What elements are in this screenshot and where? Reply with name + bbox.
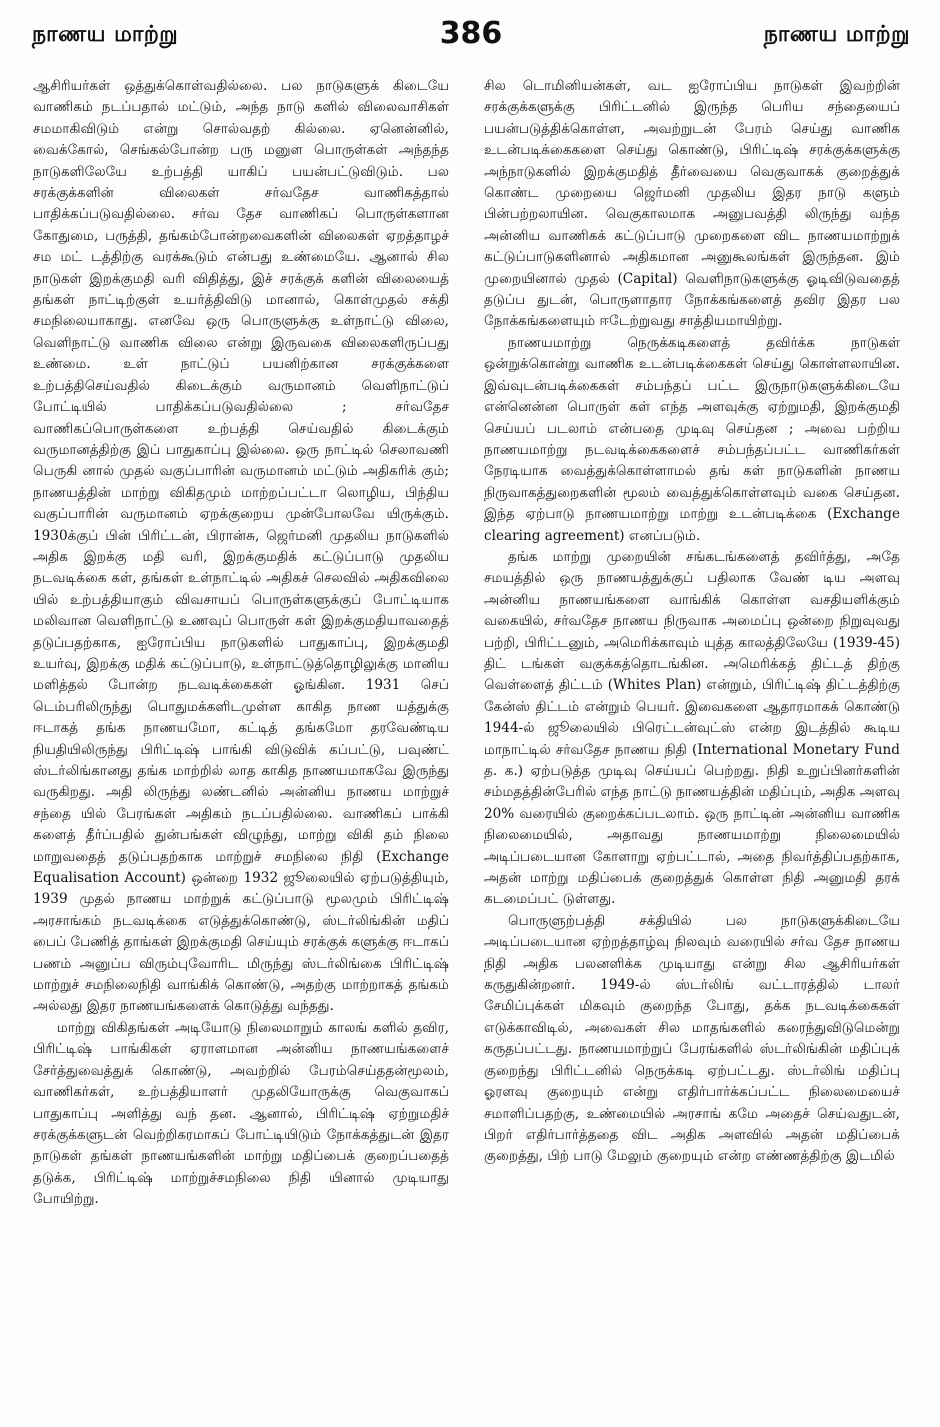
right-paragraph-2: நாணயமாற்று நெருக்கடிகளைத் தவிர்க்க நாடுகள் ஒன்றுக்கொன்று வாணிக உடன்படிக்கைகள் செய்து கொள்ளலாயின. இவ்வுடன்படிக்கைகள் சம்பந்தப் பட்ட இருநாடுகளுக்கிடையே என்னென்ன பொருள் கள் எந்த அளவுக்கு ஏற்றுமதி, இறக்குமதி செய்யப் படலாம் என்பதை முடிவு செய்தன ; அவை பற்றிய நாணயமாற்று நடவடிக்கைகளைச் சம்பந்தப்பட்ட வாணிகர்கள் நேரடியாக வைத்துக்கொள்ளாமல் தங் கள் நாடுகளின் நாணய நிருவாகத்துறைகளின் மூலம் வைத்துக்கொள்ளவும் வகை செய்தன. இந்த ஏற்பாடு நாணயமாற்று மாற்று உடன்படிக்கை (Exchange clearing agreement) எனப்படும்.	[484, 334, 900, 544]
right-column	[484, 76, 900, 1406]
right-paragraph-1: சில டொமினியன்கள், வட ஐரோப்பிய நாடுகள் இவற்றின் சரக்குக்களுக்கு பிரிட்டனில் இருந்த பெரிய சந்தையைப் பயன்படுத்திக்கொள்ள, அவற்றுடன் பேரம் செய்து வாணிக உடன்படிக்கைகளை செய்து கொண்டு, பிரிட்டிஷ் சரக்குக்களுக்கு அந்நாடுகளில் இறக்குமதித் தீர்வையை வெகுவாகக் குறைத்துக் கொண்ட முறையை ஜெர்மனி முதலிய இதர நாடு களும் பின்பற்றலாயின. வெகுகாலமாக அனுபவத்தி லிருந்து வந்த அன்னிய வாணிகக் கட்டுப்பாடு முறைகளை விட நாணயமாற்றுக் கட்டுப்பாடுகளினால் அதிகமான அனுகூலங்கள் இருந்தன. இம் முறையினால் முதல் (Capital) வெளிநாடுகளுக்கு ஓடிவிடுவதைத் தடுப்ப துடன், பொருளாதார நோக்கங்களைத் தவிர இதர பல நோக்கங்களையும் ஈடேற்றுவது சாத்தியமாயிற்று.	[484, 78, 900, 330]
running-title-right: நாணய மாற்று	[763, 22, 910, 47]
page-number: 386	[439, 16, 503, 51]
page-header	[32, 16, 910, 58]
left-column	[33, 76, 449, 1406]
left-paragraph-1: ஆசிரியர்கள் ஒத்துக்கொள்வதில்லை. பல நாடுகளுக் கிடையே வாணிகம் நடப்பதால் மட்டும், அந்த நாடு களில் விலைவாசிகள் சமமாகிவிடும் என்று சொல்வதற் கில்லை. ஏனென்னில், வைக்கோல், செங்கல்போன்ற பரு மனுள பொருள்கள் அந்தந்த நாடுகளிலேயே உற்பத்தி யாகிப் பயன்பட்டுவிடும். பல சரக்குக்களின் விலைகள் சர்வதேச வாணிகத்தால் பாதிக்கப்படுவதில்லை. சர்வ தேச வாணிகப் பொருள்களான கோதுமை, பருத்தி, தங்கம்போன்றவைகளின் விலைகள் ஏறத்தாழச் சம மட் டத்திற்கு வரக்கூடும் என்பது உண்மையே. ஆனால் சில நாடுகள் இறக்குமதி வரி விதித்து, இச் சரக்குக் களின் விலையைத் தங்கள் நாட்டிற்குள் உயர்த்திவிடு மானால், கொள்முதல் சக்தி சமநிலையாகாது. எனவே ஒரு பொருளுக்கு உள்நாட்டு விலை, வெளிநாட்டு வாணிக விலை என்று இருவகை விலைகளிருப்பது உண்மை. உள் நாட்டுப் பயனிற்கான சரக்குக்களை உற்பத்திசெய்வதில் கிடைக்கும் வருமானம் வெளிநாட்டுப் போட்டியில் பாதிக்கப்படுவதில்லை ; சர்வதேச வாணிகப்பொருள்களை உற்பத்தி செய்வதில் கிடைக்கும் வருமானத்திற்கு இப் பாதுகாப்பு இல்லை. ஒரு நாட்டில் செலாவணி பெருகி னால் முதல் வகுப்பாரின் வருமானம் மட்டும் அதிகரிக் கும்; நாணயத்தின் மாற்று விகிதமும் மாற்றப்பட்டா லொழிய, பிந்திய வகுப்பாரின் வருமானம் ஏறக்குறைய முன்போலவே யிருக்கும். 1930க்குப் பின் பிரிட்டன், பிரான்சு, ஜெர்மனி முதலிய நாடுகளில் அதிக இறக்கு மதி வரி, இறக்குமதிக் கட்டுப்பாடு முதலிய நடவடிக்கை கள், தங்கள் உள்நாட்டில் அதிகச் செலவில் அதிகவிலை யில் உற்பத்தியாகும் விவசாயப் பொருள்களுக்குப் போட்டியாக மலிவான வெளிநாட்டு உணவுப் பொருள் கள் இறக்குமதியாவதைத் தடுப்பதற்காக, ஐரோப்பிய நாடுகளில் பாதுகாப்பு, இறக்குமதி உயர்வு, இறக்கு மதிக் கட்டுப்பாடு, உள்நாட்டுத்தொழிலுக்கு மானிய மளித்தல் போன்ற நடவடிக்கைகள் ஓங்கின. 1931 செப் டெம்பரிலிருந்து பொதுமக்களிடமுள்ள காகித நாண யத்துக்கு ஈடாகத் தங்க நாணயமோ, கட்டித் தங்கமோ தரவேண்டிய நியதியிலிருந்து பிரிட்டிஷ் பாங்கி விடுவிக் கப்பட்டு, பவுண்ட் ஸ்டர்லிங்கானது தங்க மாற்றில் லாத காகித நாணயமாகவே இருந்து வருகிறது. அதி லிருந்து லண்டனில் அன்னிய நாணய மாற்றுச் சந்தை யில் பேரங்கள் அதிகம் நடப்பதில்லை. வாணிகப் பாக்கி களைத் தீர்ப்பதில் துன்பங்கள் விழுந்து, மாற்று விகி தம் நிலை மாறுவதைத் தடுப்பதற்காக மாற்றுச் சமநிலை நிதி (Exchange Equalisation Account) ஒன்றை 1932 ஜூலையில் ஏற்படுத்தியும், 1939 முதல் நாணய மாற்றுக் கட்டுப்பாடு மூலமும் பிரிட்டிஷ் அரசாங்கம் நடவடிக்கை எடுத்துக்கொண்டு, ஸ்டர்லிங்கின் மதிப் பைப் பேணித் தாங்கள் இறக்குமதி செய்யும் சரக்குக் களுக்கு ஈடாகப் பணம் அனுப்ப விரும்புவோரிட மிருந்து ஸ்டர்லிங்கை பிரிட்டிஷ் மாற்றுச் சமநிலைநிதி வாங்கிக் கொண்டு, அதற்கு மாற்றாகத் தங்கம் அல்லது இதர நாணயங்களைக் கொடுத்து வந்தது.	[33, 78, 449, 1015]
running-title-left: நாணய மாற்று	[32, 22, 179, 47]
right-paragraph-4: பொருளுற்பத்தி சக்தியில் பல நாடுகளுக்கிடையே அடிப்படையான ஏற்றத்தாழ்வு நிலவும் வரையில் சர்வ தேச நாணய நிதி அதிக பலனளிக்க முடியாது என்று சில ஆசிரியர்கள் கருதுகின்றனர். 1949-ல் ஸ்டர்லிங் வட்டாரத்தில் டாலர் சேமிப்புக்கள் மிகவும் குறைந்த போது, தக்க நடவடிக்கைகள் எடுக்காவிடில், அவைகள் சில மாதங்களில் கரைந்துவிடுமென்று கருதப்பட்டது. நாணயமாற்றுப் பேரங்களில் ஸ்டர்லிங்கின் மதிப்புக் குறைந்து பிரிட்டனில் நெருக்கடி ஏற்பட்டது. ஸ்டர்லிங் மதிப்பு ஓரளவு குறையும் என்று எதிர்பார்க்கப்பட்ட நிலைமையைச் சமாளிப்பதற்கு, உண்மையில் அரசாங் கமே அதைச் செய்வதுடன், பிறர் எதிர்பார்த்ததை விட அதிக அளவில் அதன் மதிப்பைக் குறைத்து, பிற் பாடு மேலும் குறையும் என்ற எண்ணத்திற்கு இடமில்	[484, 912, 900, 1165]
right-paragraph-3: தங்க மாற்று முறையின் சங்கடங்களைத் தவிர்த்து, அதே சமயத்தில் ஒரு நாணயத்துக்குப் பதிலாக வேண் டிய அளவு அன்னிய நாணயங்களை வாங்கிக் கொள்ள வசதியளிக்கும் வகையில், சர்வதேச நாணய நிருவாக அமைப்பு ஒன்றை நிறுவுவது பற்றி, பிரிட்டனும், அமெரிக்காவும் யுத்த காலத்திலேயே (1939-45) திட் டங்கள் வகுக்கத்தொடங்கின. அமெரிக்கத் திட்டத் திற்கு வெள்ளைத் திட்டம் (Whites Plan) என்றும், பிரிட்டிஷ் திட்டத்திற்கு கேன்ஸ் திட்டம் என்றும் பெயர். இவைகளை ஆதாரமாகக் கொண்டு 1944-ல் ஜூலையில் பிரெட்டன்வுட்ஸ் என்ற இடத்தில் கூடிய மாநாட்டில் சர்வதேச நாணய நிதி (International Monetary Fund த. க.) ஏற்படுத்த முடிவு செய்யப் பெற்றது. நிதி உறுப்பினர்களின் சம்மதத்தின்பேரில் எந்த நாட்டு நாணயத்தின் மதிப்பும், அதிக அளவு 20% வரையில் குறைக்கப்படலாம். ஒரு நாட்டின் அன்னிய வாணிக நிலைமையில், அதாவது நாணயமாற்று நிலைமையில் அடிப்படையான கோளாறு ஏற்பட்டால், அதை நிவர்த்திப்பதற்காக, அதன் மாற்று மதிப்பைக் குறைத்துக் கொள்ள நிதி அனுமதி தரக் கடமைப்பட் டுள்ளது.	[484, 548, 900, 908]
left-paragraph-2: மாற்று விகிதங்கள் அடியோடு நிலைமாறும் காலங் களில் தவிர, பிரிட்டிஷ் பாங்கிகள் ஏராளமான அன்னிய நாணயங்களைச் சேர்த்துவைத்துக் கொண்டு, அவற்றில் பேரம்செய்ததன்மூலம், வாணிகர்கள், உற்பத்தியாளர் முதலியோருக்கு வெகுவாகப் பாதுகாப்பு அளித்து வந் தன. ஆனால், பிரிட்டிஷ் ஏற்றுமதிச் சரக்குக்களுடன் வெற்றிகரமாகப் போட்டியிடும் நோக்கத்துடன் இதர நாடுகள் தங்கள் நாணயங்களின் மாற்று மதிப்பைக் குறைப்பதைத் தடுக்க, பிரிட்டிஷ் மாற்றுச்சமநிலை நிதி யினால் முடியாது போயிற்று.	[33, 1019, 449, 1208]
